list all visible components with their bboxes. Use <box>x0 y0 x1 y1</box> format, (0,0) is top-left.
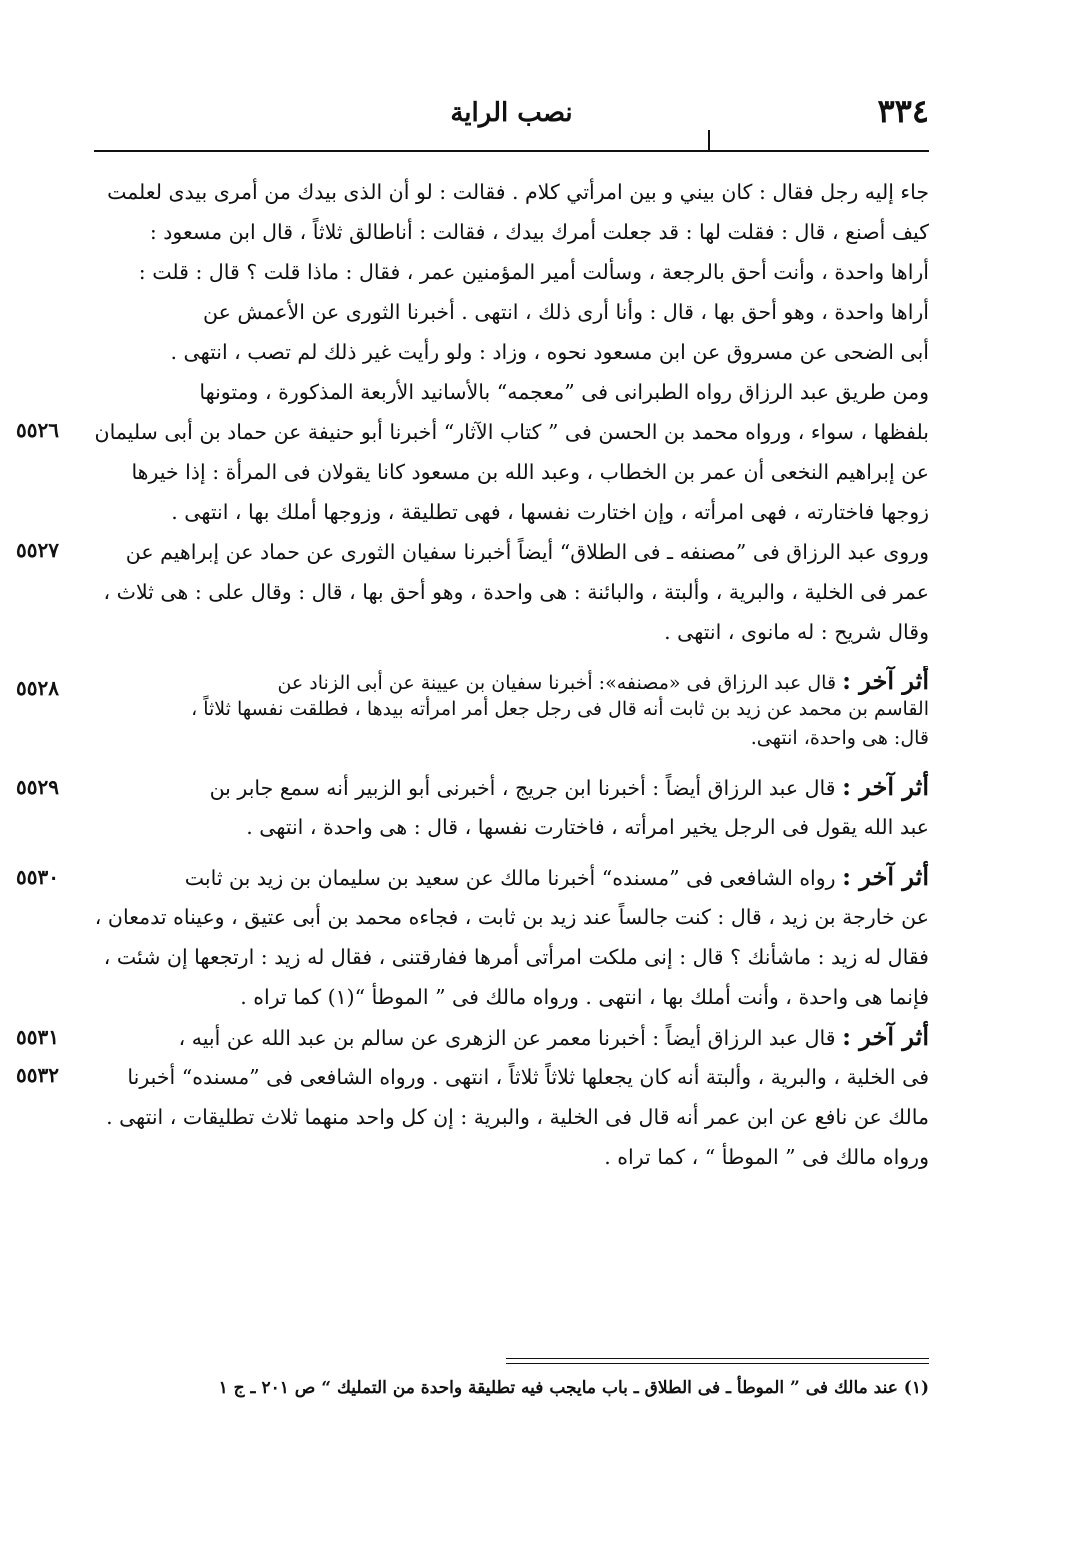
entry-number: ٥٥٣٠ <box>16 865 59 889</box>
text-line: أثر آخر : قال عبد الرزاق فى «مصنفه»: أخبرنا سفيان بن عيينة عن أبى الزناد عن <box>277 666 929 695</box>
footnote-separator <box>506 1358 929 1364</box>
text-line: أثر آخر : قال عبد الرزاق أيضاً : أخبرنا ابن جريج ، أخبرنى أبو الزبير أنه سمع جابر بن <box>209 772 929 801</box>
entry-5528 <box>16 666 929 753</box>
entry-5529 <box>16 767 929 847</box>
text-line: فقال له زيد : ماشأنك ؟ قال : إنى ملكت امرأتى أمرها ففارقتنى ، فقال له زيد : ارتجعها إن شئت ، <box>103 945 929 969</box>
entry-5531 <box>16 1017 929 1057</box>
text-line: أبى الضحى عن مسروق عن ابن مسعود نحوه ، وزاد : ولو رأيت غير ذلك لم تصب ، انتهى . <box>170 340 929 364</box>
entry-5526 <box>16 412 929 532</box>
page-number: ٣٣٤ <box>877 92 929 130</box>
entry-number: ٥٥٢٧ <box>16 538 59 562</box>
running-title: نصب الراية <box>450 98 573 128</box>
spacer <box>94 652 929 666</box>
entry-5530 <box>16 857 929 1017</box>
text-line: فإنما هى واحدة ، وأنت أملك بها ، انتهى . ورواه مالك فى ” الموطأ “(١) كما تراه . <box>240 985 929 1009</box>
main-text <box>16 172 929 1177</box>
entry-number: ٥٥٢٩ <box>16 775 59 799</box>
header-rule-tick <box>708 130 710 152</box>
entry-lead: أثر آخر : <box>842 772 929 801</box>
text-line: ورواه مالك فى ” الموطأ “ ، كما تراه . <box>604 1145 929 1169</box>
header-rule <box>94 150 929 152</box>
page-header <box>94 84 929 148</box>
entry-number: ٥٥٣١ <box>16 1025 59 1049</box>
entry-lead: أثر آخر : <box>842 862 929 891</box>
text-line: قال: هى واحدة، انتهى. <box>750 727 929 749</box>
text-line: وقال شريح : له مانوى ، انتهى . <box>664 620 929 644</box>
entry-5527 <box>16 532 929 652</box>
text-line: زوجها فاختارته ، فهى امرأته ، وإن اختارت نفسها ، فهى تطليقة ، وزوجها أملك بها ، انتهى . <box>171 500 929 524</box>
entry-number: ٥٥٢٨ <box>16 676 59 700</box>
text-line: أثر آخر : قال عبد الرزاق أيضاً : أخبرنا معمر عن الزهرى عن سالم بن عبد الله عن أبيه ، <box>178 1022 929 1051</box>
text-line: عمر فى الخلية ، والبرية ، وألبتة ، والبائنة : هى واحدة ، وهو أحق بها ، قال : وقال على : هى ثلاث ، <box>103 580 929 604</box>
text-line: جاء إليه رجل فقال : كان بيني و بين امرأتي كلام . فقالت : لو أن الذى بيدك من أمرى بيدى لعلمت <box>107 180 929 204</box>
text-line: عن إبراهيم النخعى أن عمر بن الخطاب ، وعبد الله بن مسعود كانا يقولان فى المرأة : إذا خيرها <box>131 460 929 484</box>
entry-number: ٥٥٣٢ <box>16 1063 59 1087</box>
text-line: ومن طريق عبد الرزاق رواه الطبرانى فى ”معجمه“ بالأسانيد الأربعة المذكورة ، ومتونها <box>199 380 929 404</box>
text-line: فى الخلية ، والبرية ، وألبتة أنه كان يجعلها ثلاثاً ثلاثاً ، انتهى . ورواه الشافعى فى ”مسنده“ أخبرنا <box>127 1065 929 1089</box>
text-line: كيف أصنع ، قال : فقلت لها : قد جعلت أمرك بيدك ، فقالت : أناطالق ثلاثاً ، قال ابن مسعود : <box>149 220 929 244</box>
text-line: أثر آخر : رواه الشافعى فى ”مسنده“ أخبرنا مالك عن سعيد بن سليمان بن زيد بن ثابت <box>184 862 929 891</box>
intro-paragraph <box>94 172 929 412</box>
entry-number: ٥٥٢٦ <box>16 418 59 442</box>
text-line: عبد الله يقول فى الرجل يخير امرأته ، فاختارت نفسها ، قال : هى واحدة ، انتهى . <box>246 815 929 839</box>
entry-lead: أثر آخر : <box>842 666 929 695</box>
text-line: مالك عن نافع عن ابن عمر أنه قال فى الخلية ، والبرية : إن كل واحد منهما ثلاث تطليقات ، انتهى . <box>106 1105 929 1129</box>
text-line: وروى عبد الرزاق فى ”مصنفه ـ فى الطلاق“ أيضاً أخبرنا سفيان الثورى عن حماد عن إبراهيم عن <box>125 540 929 564</box>
entry-5532 <box>16 1057 929 1177</box>
spacer <box>94 847 929 857</box>
text-line: أراها واحدة ، وهو أحق بها ، قال : وأنا أرى ذلك ، انتهى . أخبرنا الثورى عن الأعمش عن <box>202 300 929 324</box>
text-line: أراها واحدة ، وأنت أحق بالرجعة ، وسألت أمير المؤمنين عمر ، فقال : ماذا قلت ؟ قال : قلت : <box>138 260 929 284</box>
text-line: القاسم بن محمد عن زيد بن ثابت أنه قال فى رجل جعل أمر امرأته بيدها ، فطلقت نفسها ثلاثاً ، <box>191 698 929 720</box>
text-line: بلفظها ، سواء ، ورواه محمد بن الحسن فى ” كتاب الآثار“ أخبرنا أبو حنيفة عن حماد بن أبى سليمان <box>94 420 929 444</box>
entry-lead: أثر آخر : <box>842 1022 929 1051</box>
footnote: (١) عند مالك فى ” الموطأ ـ فى الطلاق ـ باب مايجب فيه تطليقة واحدة من التمليك “ ص ٢٠١ ـ ج ١ <box>218 1378 929 1398</box>
text-line: عن خارجة بن زيد ، قال : كنت جالساً عند زيد بن ثابت ، فجاءه محمد بن أبى عتيق ، وعيناه تدمعان ، <box>94 905 929 929</box>
spacer <box>94 753 929 767</box>
